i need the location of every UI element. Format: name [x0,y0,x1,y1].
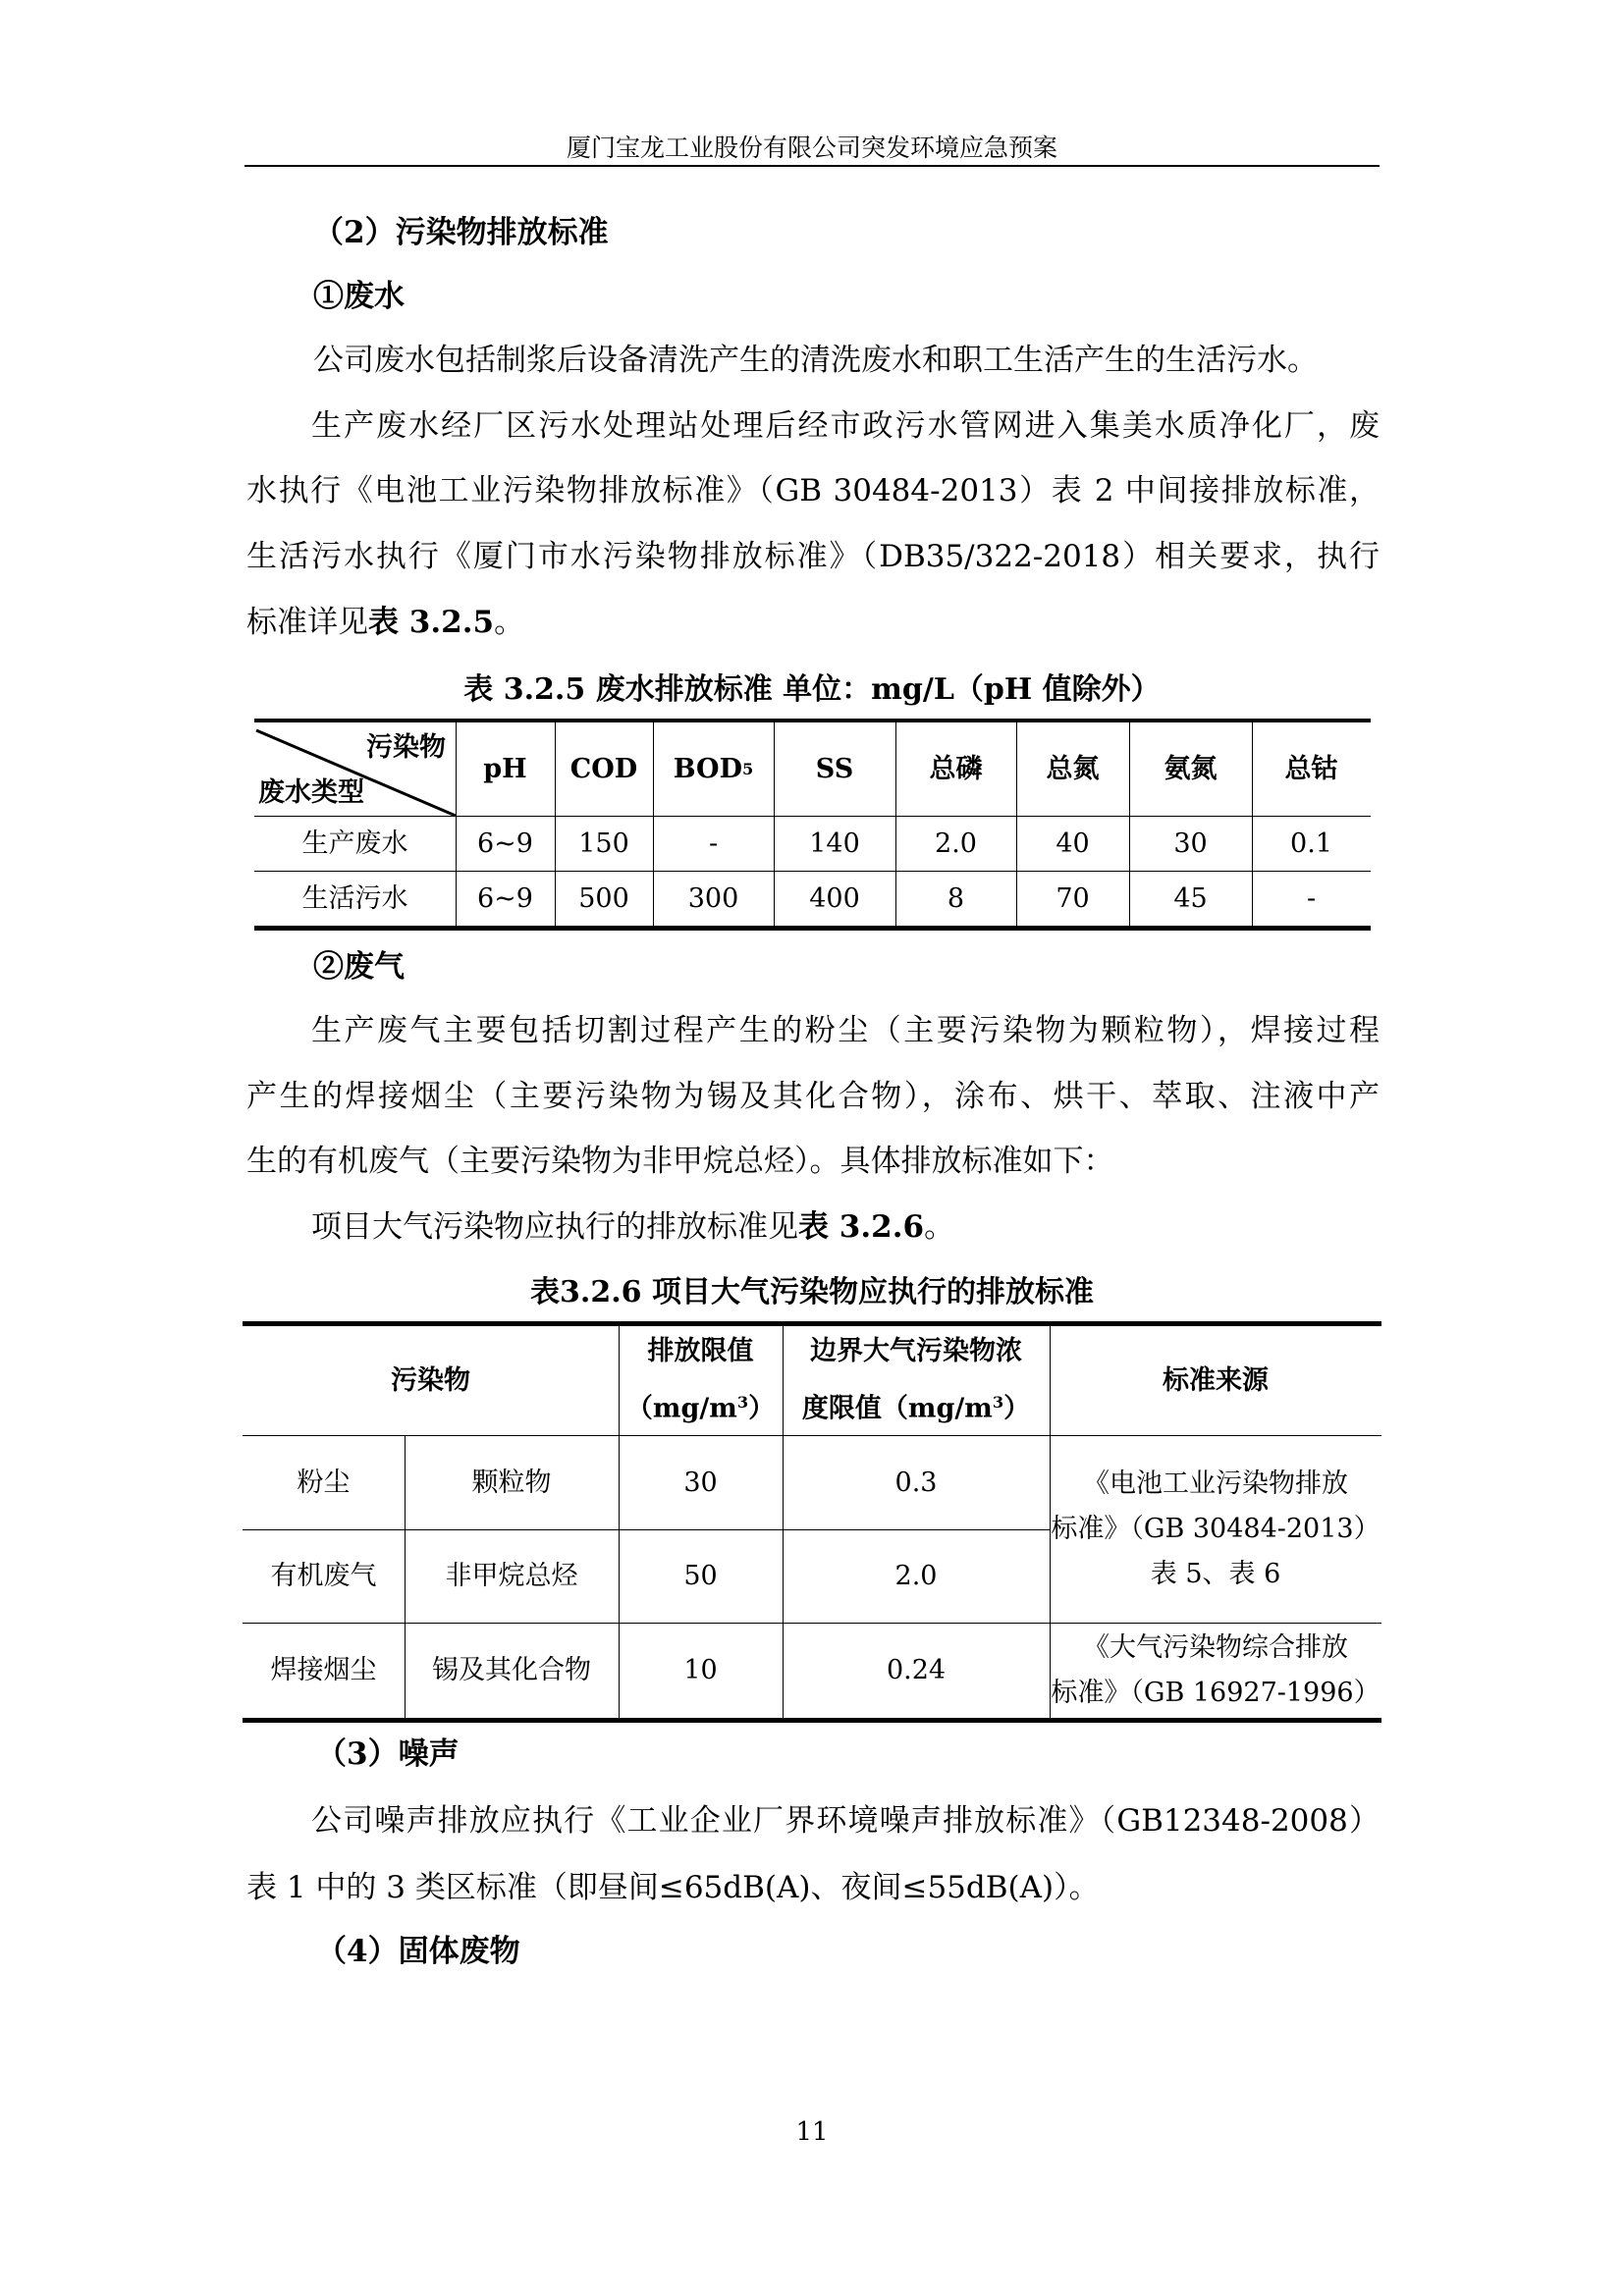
cell-value: 0.24 [886,1655,947,1685]
column-header-emission-limit [619,1326,783,1435]
table-reference: 表 3.2.5 [368,605,495,640]
paragraph-line: 公司噪声排放应执行《工业企业厂界环境噪声排放标准》（GB12348-2008） [311,1803,1380,1839]
row-pollutant: 非甲烷总烃 [445,1561,578,1591]
cell-value: 50 [683,1561,718,1591]
row-label: 生产废水 [301,828,408,859]
paragraph-line: 表 1 中的 3 类区标准（即昼间≤65dB(A)、夜间≤55dB(A)）。 [246,1870,1100,1905]
table-reference: 表 3.2.6 [798,1209,925,1245]
column-header-boundary-limit [783,1326,1050,1435]
cell-value: 0.1 [1290,828,1332,859]
section-heading-pollutant-standards: （2）污染物排放标准 [313,215,609,250]
paragraph-text: 。 [924,1209,955,1245]
unit-text: 度限值（mg/m [801,1393,993,1424]
source-line: 《电池工业污染物排放 [1083,1468,1348,1499]
paragraph-text: 。 [494,605,525,640]
standard-source-battery [1050,1436,1381,1623]
corner-header-wastewater-type: 废水类型 [258,777,364,808]
row-category: 粉尘 [297,1467,351,1498]
header-line: 排放限值 [647,1336,754,1367]
cell-value: 6~9 [477,882,533,914]
cell-value: 8 [947,882,965,914]
row-label: 生活污水 [301,882,408,914]
section-heading-noise: （3）噪声 [316,1736,460,1772]
table-bottom-rule [243,1718,1381,1723]
column-header-pollutant: 污染物 [391,1364,470,1396]
column-header-ss: SS [815,753,854,784]
paragraph-text: 项目大气污染物应执行的排放标准见 [311,1209,798,1245]
paragraph-line [246,601,524,644]
column-header-total-nitrogen: 总氮 [1046,753,1100,784]
header-rule [244,165,1380,167]
cell-value: 6~9 [477,828,533,859]
header-line: 边界大气污染物浓 [810,1336,1022,1367]
column-header-cod: COD [569,753,638,784]
cell-value: 2.0 [935,828,977,859]
bod-subscript: 5 [742,759,754,778]
cell-value: 400 [809,882,860,914]
row-pollutant: 颗粒物 [471,1467,552,1498]
page-number: 11 [795,2117,829,2147]
subheading-wastewater: ①废水 [313,279,405,314]
unit-close: ） [748,1393,776,1424]
paragraph-line: 生产废水经厂区污水处理站处理后经市政污水管网进入集美水质净化厂，废 [311,408,1380,444]
cell-value: 140 [809,828,860,859]
row-category: 焊接烟尘 [270,1655,377,1685]
source-line: 《大气污染物综合排放 [1083,1632,1348,1663]
unit-close: ） [1003,1393,1031,1424]
corner-header-pollutant: 污染物 [366,732,446,763]
table-bottom-rule [254,926,1371,931]
table-caption-3-2-6: 表3.2.6 项目大气污染物应执行的排放标准 [530,1275,1094,1309]
column-header-total-cobalt: 总钴 [1284,753,1338,784]
column-header-total-phosphorus: 总磷 [929,753,983,784]
header-line [626,1377,775,1435]
cell-value: 30 [683,1467,718,1498]
cell-value: - [708,828,719,859]
standard-source-air [1050,1624,1381,1718]
column-header-ph: pH [483,753,527,784]
paragraph-line: 水执行《电池工业污染物排放标准》（GB 30484-2013）表 2 中间接排放标准， [246,473,1380,508]
row-category: 有机废气 [270,1561,377,1591]
unit-superscript: 3 [992,1393,1004,1413]
unit-superscript: 3 [736,1393,749,1413]
column-header-bod5 [653,722,774,816]
source-line: 标准》（GB 16927-1996） [1051,1678,1380,1708]
section-heading-solid-waste: （4）固体废物 [316,1934,520,1969]
cell-value: 150 [578,828,629,859]
paragraph-line: 产生的焊接烟尘（主要污染物为锡及其化合物），涂布、烘干、萃取、注液中产 [246,1079,1380,1114]
source-line: 标准》（GB 30484-2013） [1051,1514,1380,1544]
paragraph-line: 生产废气主要包括切割过程产生的粉尘（主要污染物为颗粒物），焊接过程 [311,1013,1380,1048]
cell-value: 10 [683,1655,718,1685]
source-line: 表 5、表 6 [1150,1559,1281,1589]
cell-value: 70 [1056,882,1090,914]
cell-value: 2.0 [894,1561,938,1591]
paragraph-line: 生活污水执行《厦门市水污染物排放标准》（DB35/322-2018）相关要求，执行 [246,539,1380,574]
header-line [802,1377,1030,1435]
cell-value: 30 [1173,828,1208,859]
column-header-standard-source: 标准来源 [1163,1364,1269,1396]
running-header: 厦门宝龙工业股份有限公司突发环境应急预案 [566,133,1057,162]
paragraph-text: 标准详见 [246,605,368,640]
cell-value: 40 [1056,828,1090,859]
paragraph-line: 生的有机废气（主要污染物为非甲烷总烃）。具体排放标准如下： [246,1144,1114,1179]
subheading-exhaust: ②废气 [313,949,405,985]
column-header-ammonia-nitrogen: 氨氮 [1164,753,1218,784]
cell-value: 300 [687,882,739,914]
row-pollutant: 锡及其化合物 [432,1655,591,1685]
table-caption-3-2-5: 表 3.2.5 废水排放标准 单位：mg/L（pH 值除外） [463,672,1161,707]
bod-label: BOD [673,753,742,784]
paragraph-line: 公司废水包括制浆后设备清洗产生的清洗废水和职工生活产生的生活污水。 [313,343,1318,378]
cell-value: - [1306,882,1317,914]
cell-value: 500 [578,882,629,914]
paragraph-line [311,1205,954,1249]
unit-text: （mg/m [625,1393,737,1424]
cell-value: 0.3 [894,1467,938,1498]
cell-value: 45 [1173,882,1208,914]
